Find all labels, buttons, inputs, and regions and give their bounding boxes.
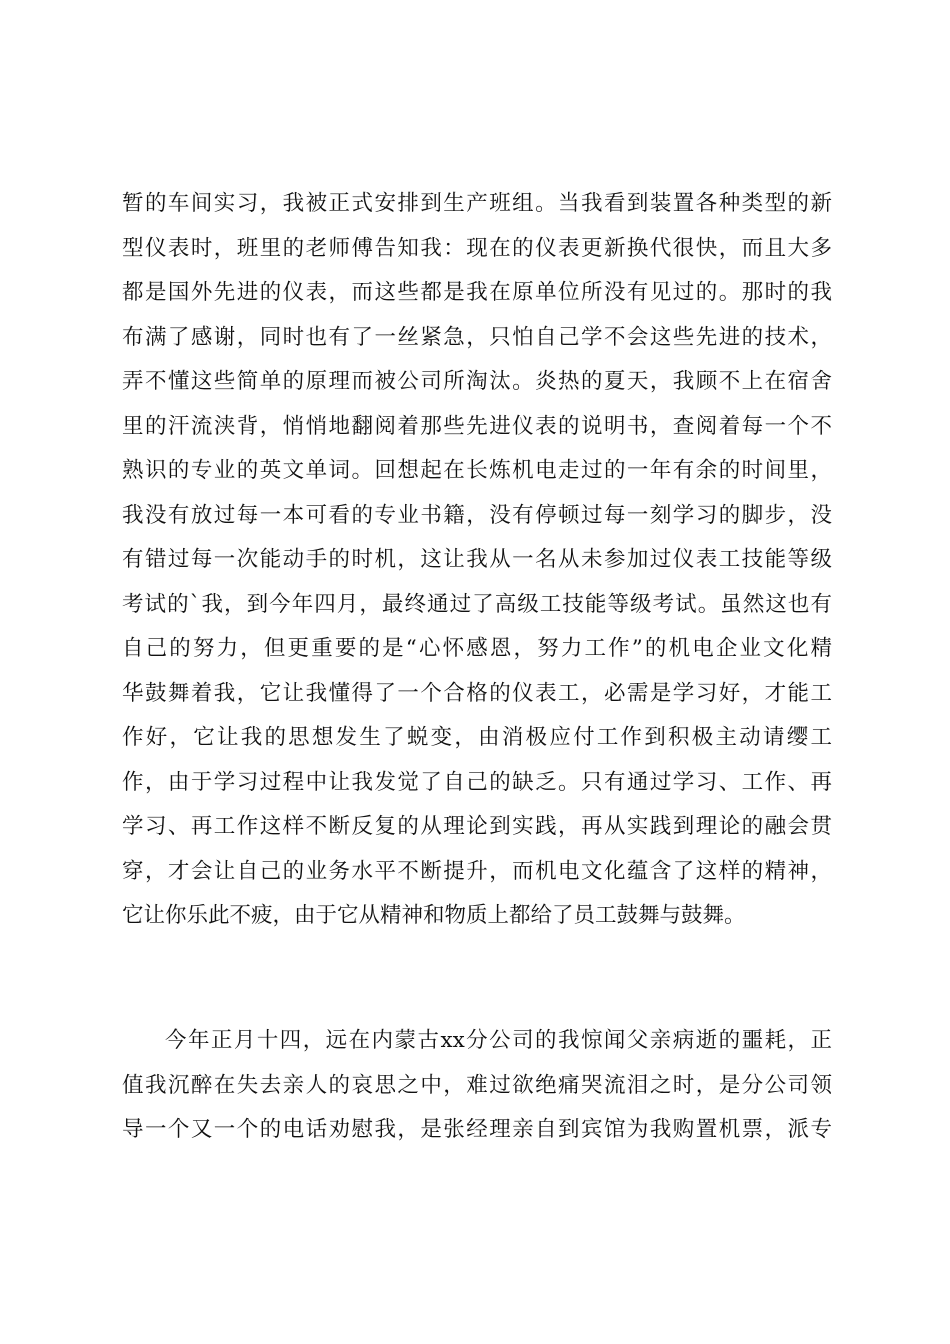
text-line: 今年正月十四，远在内蒙古xx分公司的我惊闻父亲病逝的噩耗，正 <box>165 1028 832 1053</box>
text-line: 学习、再工作这样不断反复的从理论到实践，再从实践到理论的融会贯 <box>122 814 832 839</box>
text-line: 弄不懂这些简单的原理而被公司所淘汰。炎热的夏天，我顾不上在宿舍 <box>122 369 832 394</box>
text-line: 有错过每一次能动手的时机，这让我从一名从未参加过仪表工技能等级 <box>122 547 832 572</box>
text-line: 我没有放过每一本可看的专业书籍，没有停顿过每一刻学习的脚步，没 <box>122 502 832 528</box>
text-line: 导一个又一个的电话劝慰我，是张经理亲自到宾馆为我购置机票，派专 <box>122 1117 832 1142</box>
paragraph-2 <box>122 1019 832 1153</box>
text-line: 作好，它让我的思想发生了蜕变，由消极应付工作到积极主动请缨工 <box>122 725 832 750</box>
text-line: 值我沉醉在失去亲人的哀思之中，难过欲绝痛哭流泪之时，是分公司领 <box>122 1072 832 1098</box>
text-line: 都是国外先进的仪表，而这些都是我在原单位所没有见过的。那时的我 <box>122 280 832 305</box>
text-line: 考试的`我，到今年四月，最终通过了高级工技能等级考试。虽然这也有 <box>122 591 832 617</box>
text-line: 型仪表时，班里的老师傅告知我：现在的仪表更新换代很快，而且大多 <box>122 235 832 261</box>
paragraph-1 <box>122 182 832 939</box>
text-line: 里的汗流浃背，悄悄地翻阅着那些先进仪表的说明书，查阅着每一个不 <box>122 413 832 439</box>
text-line: 自己的努力，但更重要的是“心怀感恩，努力工作”的机电企业文化精 <box>122 636 832 661</box>
text-line: 熟识的专业的英文单词。回想起在长炼机电走过的一年有余的时间里， <box>122 458 832 483</box>
text-line: 布满了感谢，同时也有了一丝紧急，只怕自己学不会这些先进的技术， <box>122 324 832 350</box>
text-line: 华鼓舞着我，它让我懂得了一个合格的仪表工，必需是学习好，才能工 <box>122 680 832 706</box>
text-line: 暂的车间实习，我被正式安排到生产班组。当我看到装置各种类型的新 <box>122 191 832 216</box>
text-line: 它让你乐此不疲，由于它从精神和物质上都给了员工鼓舞与鼓舞。 <box>122 903 746 928</box>
text-line: 穿，才会让自己的业务水平不断提升，而机电文化蕴含了这样的精神， <box>122 858 832 884</box>
text-line: 作，由于学习过程中让我发觉了自己的缺乏。只有通过学习、工作、再 <box>122 769 832 795</box>
